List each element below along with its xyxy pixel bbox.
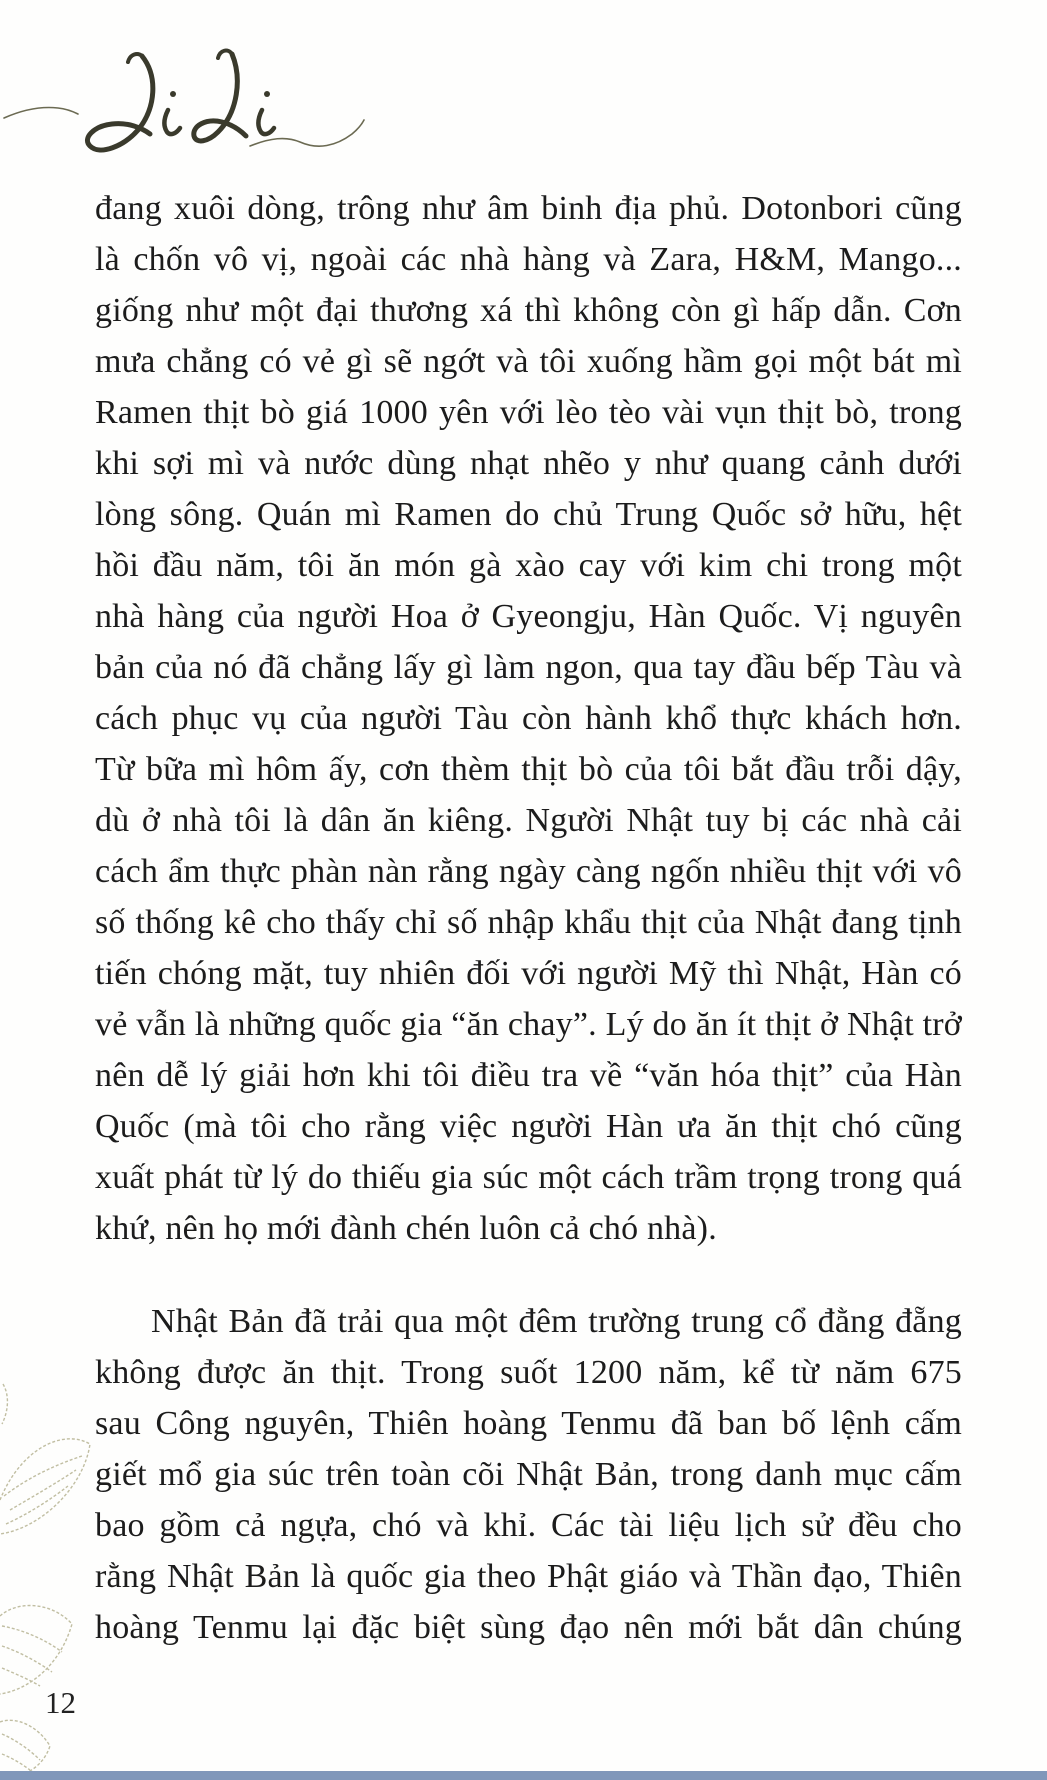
body-text [95, 183, 962, 1653]
signature-flourish-left [4, 107, 78, 118]
text-line: Quốc (mà tôi cho rằng việc người Hàn ưa ăn thịt chó cũng [95, 1108, 962, 1145]
text-line: giống như một đại thương xá thì không còn gì hấp dẫn. Cơn [95, 292, 962, 329]
di-li-signature-icon [0, 42, 400, 172]
text-line: đang xuôi dòng, trông như âm binh địa phủ. Dotonbori cũng [95, 190, 962, 227]
text-line: giết mổ gia súc trên toàn cõi Nhật Bản, trong danh mục cấm [95, 1456, 962, 1493]
author-signature [0, 42, 400, 172]
text-line: rằng Nhật Bản là quốc gia theo Phật giáo và Thần đạo, Thiên [95, 1558, 962, 1595]
text-line: khứ, nên họ mới đành chén luôn cả chó nhà). [95, 1210, 717, 1247]
text-line: khi sợi mì và nước dùng nhạt nhẽo y như quang cảnh dưới [95, 445, 962, 482]
text-line: bao gồm cả ngựa, chó và khỉ. Các tài liệu lịch sử đều cho [95, 1507, 962, 1544]
text-line: nhà hàng của người Hoa ở Gyeongju, Hàn Quốc. Vị nguyên [95, 598, 962, 635]
bottom-edge-bar [0, 1771, 1047, 1780]
paragraph [95, 183, 962, 1254]
text-line: không được ăn thịt. Trong suốt 1200 năm, kể từ năm 675 [95, 1354, 962, 1391]
text-line: lòng sông. Quán mì Ramen do chủ Trung Quốc sở hữu, hệt [95, 496, 962, 533]
text-line: là chốn vô vị, ngoài các nhà hàng và Zara, H&M, Mango... [95, 241, 962, 278]
text-line: tiến chóng mặt, tuy nhiên đối với người Mỹ thì Nhật, Hàn có [95, 955, 962, 992]
text-line: Ramen thịt bò giá 1000 yên với lèo tèo vài vụn thịt bò, trong [95, 394, 962, 431]
text-line: dù ở nhà tôi là dân ăn kiêng. Người Nhật tuy bị các nhà cải [95, 802, 962, 839]
text-line: mưa chẳng có vẻ gì sẽ ngớt và tôi xuống hầm gọi một bát mì [95, 343, 962, 380]
text-line: bản của nó đã chẳng lấy gì làm ngon, qua tay đầu bếp Tàu và [95, 649, 962, 686]
text-line: sau Công nguyên, Thiên hoàng Tenmu đã ban bố lệnh cấm [95, 1405, 962, 1442]
text-line: Nhật Bản đã trải qua một đêm trường trung cổ đằng đẵng [151, 1303, 962, 1340]
text-line: vẻ vẫn là những quốc gia “ăn chay”. Lý do ăn ít thịt ở Nhật trở [95, 1006, 962, 1043]
text-line: số thống kê cho thấy chỉ số nhập khẩu thịt của Nhật đang tịnh [95, 904, 962, 941]
text-line: nên dễ lý giải hơn khi tôi điều tra về “văn hóa thịt” của Hàn [95, 1057, 962, 1094]
text-line: hoàng Tenmu lại đặc biệt sùng đạo nên mới bắt dân chúng [95, 1609, 962, 1646]
text-line: cách ẩm thực phàn nàn rằng ngày càng ngốn nhiều thịt với vô [95, 853, 962, 890]
text-line: xuất phát từ lý do thiếu gia súc một cách trầm trọng trong quá [95, 1159, 962, 1196]
text-line: Từ bữa mì hôm ấy, cơn thèm thịt bò của tôi bắt đầu trỗi dậy, [95, 751, 962, 788]
text-line: cách phục vụ của người Tàu còn hành khổ thực khách hơn. [95, 700, 962, 737]
text-line: hồi đầu năm, tôi ăn món gà xào cay với kim chi trong một [95, 547, 962, 584]
page-number: 12 [45, 1685, 76, 1720]
paragraph [95, 1296, 962, 1653]
